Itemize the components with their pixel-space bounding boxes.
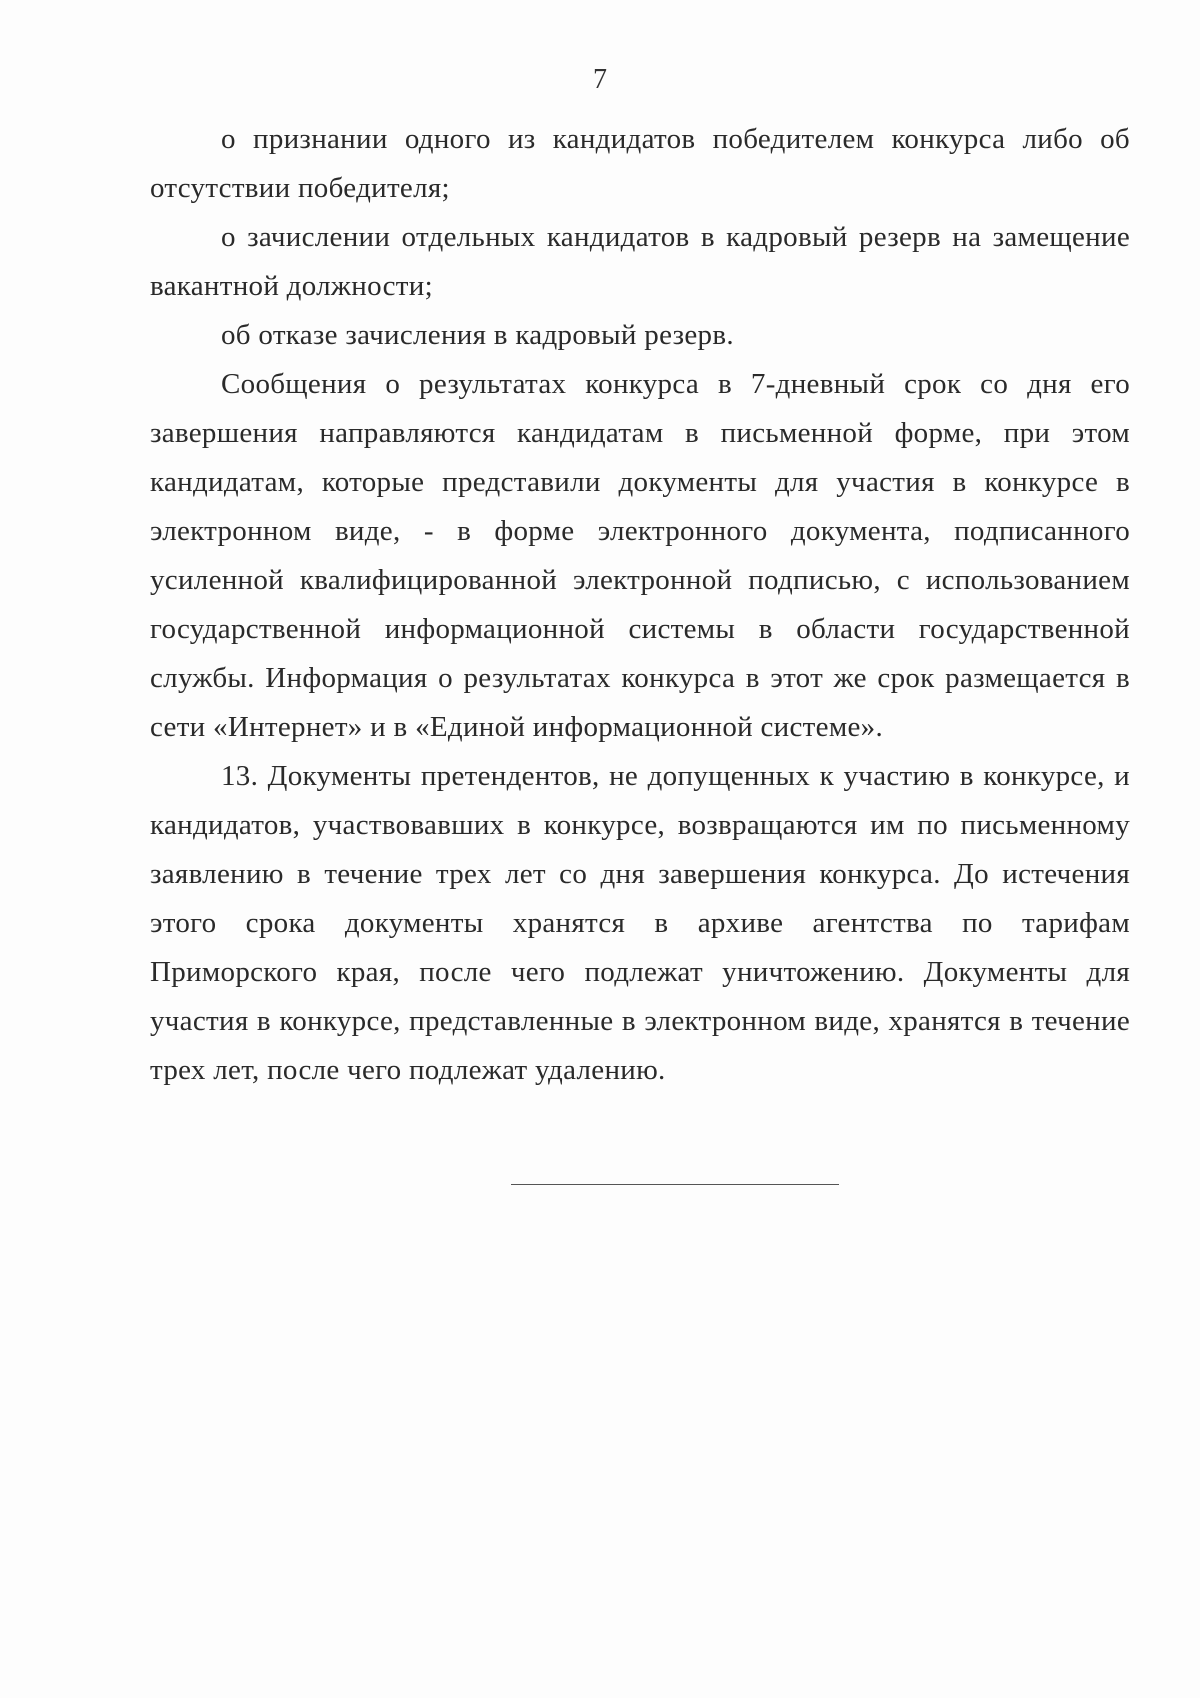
page-number: 7 <box>593 64 607 95</box>
end-divider-line <box>511 1184 839 1185</box>
paragraph-results-notification: Сообщения о результатах конкурса в 7-дневный срок со дня его завершения направляются кандидатам в письменной форме, при этом кандидатам, которые представили документы для участия в конкурсе в электронном виде, - в форме электронного документа, подписанного усиленной квалифицированной электронной подписью, с использованием государственной информационной системы в области государственной службы. Информация о результатах конкурса в этот же срок размещается в сети «Интернет» и в «Единой информационной системе». <box>150 368 1130 743</box>
paragraph-documents-return: 13. Документы претендентов, не допущенных к участию в конкурсе, и кандидатов, участвовавших в конкурсе, возвращаются им по письменному заявлению в течение трех лет со дня завершения конкурса. До истечения этого срока документы хранятся в архиве агентства по тарифам Приморского края, после чего подлежат уничтожению. Документы для участия в конкурсе, представленные в электронном виде, хранятся в течение трех лет, после чего подлежат удалению. <box>150 760 1130 1086</box>
paragraph-reserve-enrollment: о зачислении отдельных кандидатов в кадровый резерв на замещение вакантной должности; <box>150 221 1130 302</box>
document-body <box>150 115 1130 1095</box>
paragraph-winner-decision: о признании одного из кандидатов победителем конкурса либо об отсутствии победителя; <box>150 123 1130 204</box>
paragraph-reserve-refusal: об отказе зачисления в кадровый резерв. <box>221 319 734 351</box>
